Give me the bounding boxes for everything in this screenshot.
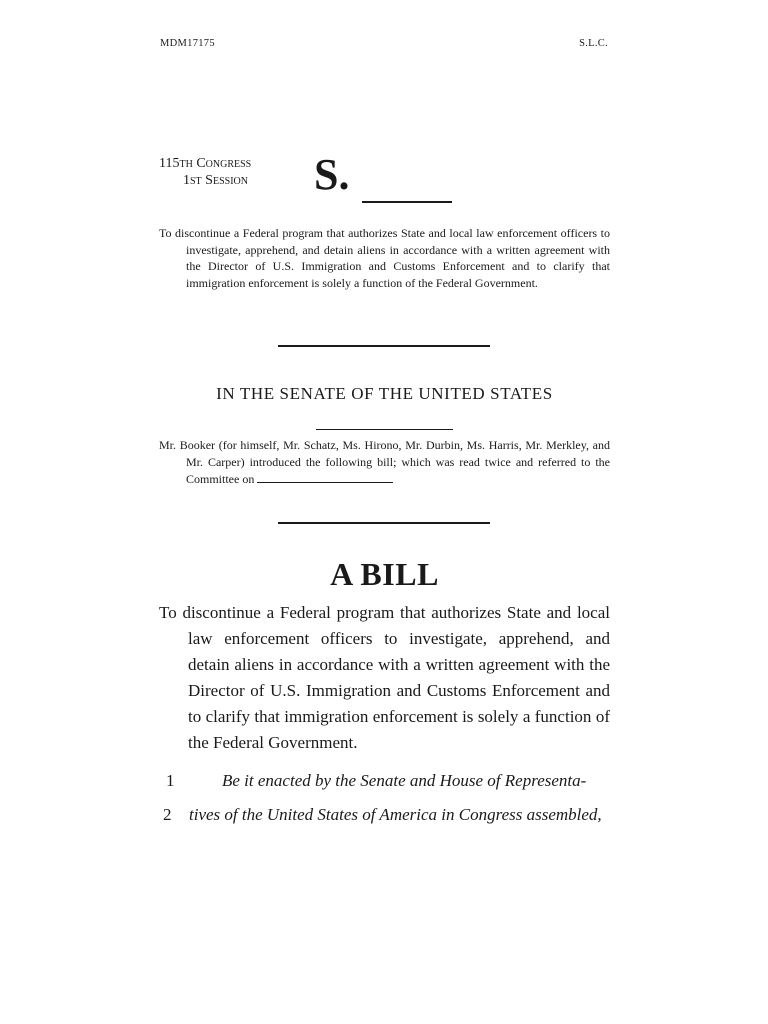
line-number: 2 xyxy=(163,805,172,824)
session-line xyxy=(159,172,251,189)
purpose-short: To discontinue a Federal program that authorizes State and local law enforcement officers to investigate, apprehend, and detain aliens in accordance with a written agreement with the Director of U.S. Immigration and Customs Enforcement and to clarify that immigration enforcement is solely a function of the Federal Government. xyxy=(159,226,610,290)
session-number: 1 xyxy=(183,173,190,188)
line-number: 1 xyxy=(166,771,175,790)
introduction-paragraph xyxy=(159,437,610,488)
session-word: Session xyxy=(205,173,248,188)
document-code: S.L.C. xyxy=(579,38,608,49)
bill-label: S. xyxy=(314,150,350,199)
bill-title: A BILL xyxy=(330,556,439,592)
chamber-heading: IN THE SENATE OF THE UNITED STATES xyxy=(216,384,553,403)
congress-suffix: th xyxy=(179,156,193,171)
date-blank-rule xyxy=(316,429,453,430)
enacting-clause-line: tives of the United States of America in Congress assembled, xyxy=(189,805,602,824)
divider-rule xyxy=(278,345,490,347)
session-suffix: st xyxy=(190,173,202,188)
committee-blank xyxy=(257,472,393,483)
document-id: MDM17175 xyxy=(160,38,215,49)
congress-word: Congress xyxy=(196,156,252,171)
congress-number: 115 xyxy=(159,156,180,171)
purpose-long: To discontinue a Federal program that authorizes State and local law enforcement officers to investigate, apprehend, and detain aliens in accordance with a written agreement with the Director of U.S. Immigration and Customs Enforcement and to clarify that immigration enforcement is solely a function of the Federal Government. xyxy=(159,603,610,752)
congress-line xyxy=(159,155,251,172)
bill-number-blank xyxy=(362,201,452,203)
enacting-clause-line: Be it enacted by the Senate and House of Representa- xyxy=(222,771,587,790)
congress-session-block xyxy=(159,155,251,189)
introduction-text: Mr. Booker (for himself, Mr. Schatz, Ms. Hirono, Mr. Durbin, Ms. Harris, Mr. Merkley, and Mr. Carper) introduced the following bill; which was read twice and referred to the Committee on xyxy=(159,438,610,486)
divider-rule xyxy=(278,522,490,524)
